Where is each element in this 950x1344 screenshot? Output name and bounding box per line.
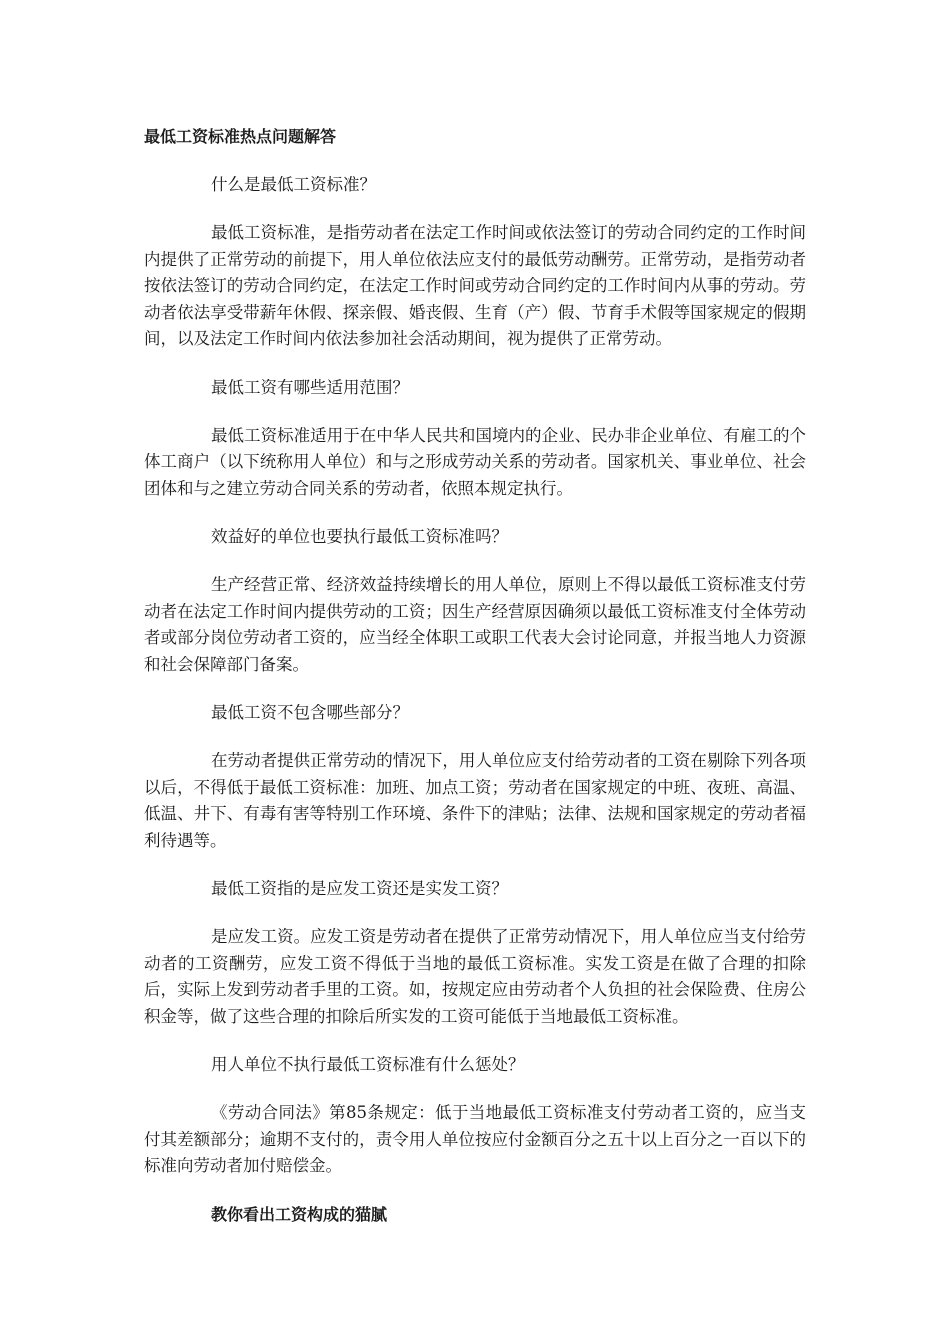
answer-profitable-units: 生产经营正常、经济效益持续增长的用人单位，原则上不得以最低工资标准支付劳动者在法定工作时间内提供劳动的工资；因生产经营原因确须以最低工资标准支付全体劳动者或部分岗位劳动者工资的，应当经全体职工或职工代表大会讨论同意，并报当地人力资源和社会保障部门备案。 <box>144 575 806 674</box>
question-profitable-units: 效益好的单位也要执行最低工资标准吗？ <box>211 527 508 546</box>
answer-what-is-min-wage: 最低工资标准，是指劳动者在法定工作时间或依法签订的劳动合同约定的工作时间内提供了正常劳动的前提下，用人单位依法应支付的最低劳动酬劳。正常劳动，是指劳动者按依法签订的劳动合同约定，在法定工作时间或劳动合同约定的工作时间内从事的劳动。劳动者依法享受带薪年休假、探亲假、婚丧假、生育（产）假、节育手术假等国家规定的假期间，以及法定工作时间内依法参加社会活动期间，视为提供了正常劳动。 <box>144 223 806 348</box>
section-heading: 教你看出工资构成的猫腻 <box>211 1204 388 1224</box>
answer-gross-vs-net: 是应发工资。应发工资是劳动者在提供了正常劳动情况下，用人单位应当支付给劳动者的工资酬劳，应发工资不得低于当地的最低工资标准。实发工资是在做了合理的扣除后，实际上发到劳动者手里的工资。如，按规定应由劳动者个人负担的社会保险费、住房公积金等，做了这些合理的扣除后所实发的工资可能低于当地最低工资标准。 <box>144 927 806 1026</box>
answer-penalties: 《劳动合同法》第85条规定：低于当地最低工资标准支付劳动者工资的，应当支付其差额部分；逾期不支付的，责令用人单位按应付金额百分之五十以上百分之一百以下的标准向劳动者加付赔偿金。 <box>144 1103 806 1175</box>
document-body <box>144 124 806 1228</box>
document-title: 最低工资标准热点问题解答 <box>144 127 337 146</box>
answer-scope: 最低工资标准适用于在中华人民共和国境内的企业、民办非企业单位、有雇工的个体工商户（以下统称用人单位）和与之形成劳动关系的劳动者。国家机关、事业单位、社会团体和与之建立劳动合同关系的劳动者，依照本规定执行。 <box>144 425 806 498</box>
question-gross-vs-net: 最低工资指的是应发工资还是实发工资？ <box>211 879 508 898</box>
question-what-is-min-wage: 什么是最低工资标准？ <box>211 175 376 194</box>
answer-exclusions: 在劳动者提供正常劳动的情况下，用人单位应支付给劳动者的工资在剔除下列各项以后，不得低于最低工资标准：加班、加点工资；劳动者在国家规定的中班、夜班、高温、低温、井下、有毒有害等特别工作环境、条件下的津贴；法律、法规和国家规定的劳动者福利待遇等。 <box>144 751 806 850</box>
question-scope: 最低工资有哪些适用范围？ <box>211 377 409 397</box>
question-penalties: 用人单位不执行最低工资标准有什么惩处？ <box>211 1055 525 1074</box>
question-exclusions: 最低工资不包含哪些部分？ <box>211 703 409 722</box>
